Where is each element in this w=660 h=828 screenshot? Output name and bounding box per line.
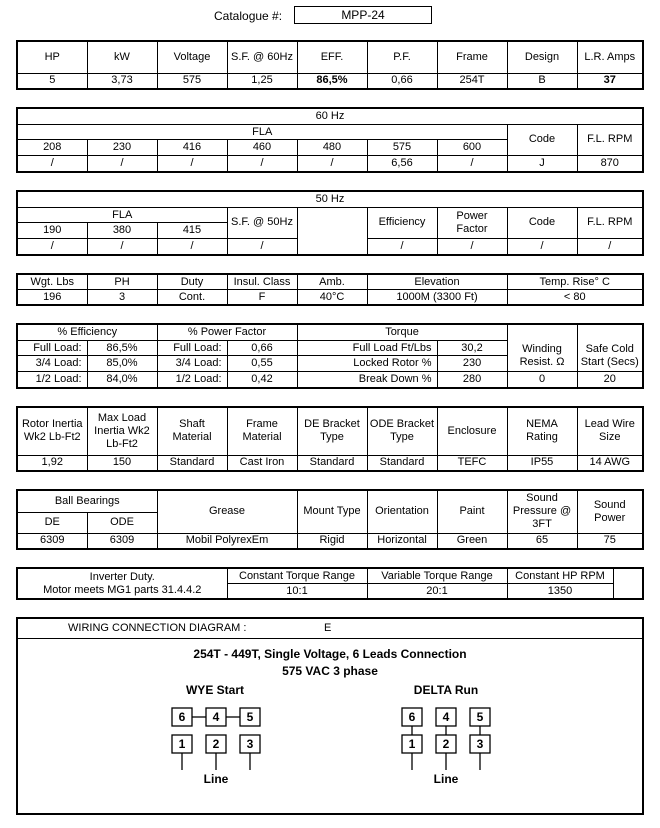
wye-lead-6: 6 bbox=[178, 710, 186, 724]
paint-value: Green bbox=[437, 533, 507, 549]
performance-table bbox=[16, 323, 644, 389]
hz50-blank bbox=[297, 207, 367, 255]
mechanical-table bbox=[16, 406, 644, 472]
kw-header: kW bbox=[87, 41, 157, 73]
nema-rating-header: NEMA Rating bbox=[507, 407, 577, 455]
winding-label: Winding Resist. Ω bbox=[507, 340, 577, 371]
max-load-inertia-header: Max Load Inertia Wk2 Lb-Ft2 bbox=[87, 407, 157, 455]
torque-title: Torque bbox=[297, 324, 507, 340]
safe-start-label: Safe Cold Start (Secs) bbox=[577, 340, 643, 371]
insul-value: F bbox=[227, 290, 297, 306]
hz60-rpm-label: F.L. RPM bbox=[577, 124, 643, 155]
hz60-code-label: Code bbox=[507, 124, 577, 155]
general-table bbox=[16, 273, 644, 306]
sound-pressure-header: Sound Pressure @ 3FT bbox=[507, 490, 577, 533]
max-load-inertia-value: 150 bbox=[87, 455, 157, 471]
delta-lead-2: 2 bbox=[442, 737, 450, 751]
hz50-code-value: / bbox=[507, 239, 577, 255]
mount-type-value: Rigid bbox=[297, 533, 367, 549]
hz50-sf-label: S.F. @ 50Hz bbox=[227, 207, 297, 238]
winding-top bbox=[507, 324, 577, 340]
pf-header: P.F. bbox=[367, 41, 437, 73]
hz50-table bbox=[16, 190, 644, 256]
torque-value: 280 bbox=[437, 372, 507, 388]
hz50-eff-label: Efficiency bbox=[367, 207, 437, 238]
duty-value: Cont. bbox=[157, 290, 227, 306]
shaft-material-value: Standard bbox=[157, 455, 227, 471]
hz60-volt: 575 bbox=[367, 140, 437, 156]
orientation-header: Orientation bbox=[367, 490, 437, 533]
hz60-title: 60 Hz bbox=[17, 108, 643, 124]
hz60-rpm-value: 870 bbox=[577, 156, 643, 172]
design-value: B bbox=[507, 73, 577, 89]
hz60-amp: / bbox=[437, 156, 507, 172]
enclosure-value: TEFC bbox=[437, 455, 507, 471]
hz60-volt: 600 bbox=[437, 140, 507, 156]
shaft-material-header: Shaft Material bbox=[157, 407, 227, 455]
chp-rpm-value: 1350 bbox=[507, 584, 613, 600]
wiring-diagram-panel bbox=[16, 617, 644, 815]
hz50-volt: 415 bbox=[157, 223, 227, 239]
hz60-volt: 416 bbox=[157, 140, 227, 156]
sound-power-value: 75 bbox=[577, 533, 643, 549]
insul-header: Insul. Class bbox=[227, 274, 297, 290]
sf60-header: S.F. @ 60Hz bbox=[227, 41, 297, 73]
hz60-table bbox=[16, 107, 644, 173]
eff-load-label: 1/2 Load: bbox=[17, 372, 87, 388]
frame-header: Frame bbox=[437, 41, 507, 73]
delta-lead-5: 5 bbox=[476, 710, 484, 724]
wiring-label: WIRING CONNECTION DIAGRAM : bbox=[68, 622, 247, 634]
de-value: 6309 bbox=[17, 533, 87, 549]
mount-type-header: Mount Type bbox=[297, 490, 367, 533]
hz50-volt: 190 bbox=[17, 223, 87, 239]
inverter-mg1-text: Motor meets MG1 parts 31.4.4.2 bbox=[43, 583, 202, 596]
winding-value: 0 bbox=[507, 372, 577, 388]
voltage-header: Voltage bbox=[157, 41, 227, 73]
torque-value: 230 bbox=[437, 356, 507, 372]
wiring-title-1: 254T - 449T, Single Voltage, 6 Leads Connection bbox=[193, 647, 467, 661]
de-bracket-header: DE Bracket Type bbox=[297, 407, 367, 455]
delta-lead-1: 1 bbox=[408, 737, 416, 751]
grease-value: Mobil PolyrexEm bbox=[157, 533, 297, 549]
wiring-title-2: 575 VAC 3 phase bbox=[282, 664, 378, 678]
eff-load-label: 3/4 Load: bbox=[17, 356, 87, 372]
hz60-amp: / bbox=[17, 156, 87, 172]
wiring-diagram bbox=[18, 639, 642, 814]
ode-bracket-value: Standard bbox=[367, 455, 437, 471]
frame-value: 254T bbox=[437, 73, 507, 89]
delta-line-label: Line bbox=[433, 772, 459, 786]
delta-title: DELTA Run bbox=[413, 683, 479, 697]
delta-lead-3: 3 bbox=[476, 737, 484, 751]
hz60-amp: / bbox=[227, 156, 297, 172]
eff-title: % Efficiency bbox=[17, 324, 157, 340]
hz60-volt: 480 bbox=[297, 140, 367, 156]
hz50-volt: 380 bbox=[87, 223, 157, 239]
rotor-inertia-value: 1,92 bbox=[17, 455, 87, 471]
pf-load-value: 0,55 bbox=[227, 356, 297, 372]
weight-header: Wgt. Lbs bbox=[17, 274, 87, 290]
hz50-amp: / bbox=[157, 239, 227, 255]
lr-amps-header: L.R. Amps bbox=[577, 41, 643, 73]
eff-value: 86,5% bbox=[297, 73, 367, 89]
hz60-volt: 460 bbox=[227, 140, 297, 156]
hz60-amp: / bbox=[297, 156, 367, 172]
hz50-rpm-label: F.L. RPM bbox=[577, 207, 643, 238]
voltage-value: 575 bbox=[157, 73, 227, 89]
frame-material-value: Cast Iron bbox=[227, 455, 297, 471]
ode-value: 6309 bbox=[87, 533, 157, 549]
torque-label: Full Load Ft/Lbs bbox=[297, 340, 437, 356]
bearings-table bbox=[16, 489, 644, 550]
eff-load-value: 84,0% bbox=[87, 372, 157, 388]
catalogue-row bbox=[0, 6, 660, 26]
vt-range-value: 20:1 bbox=[367, 584, 507, 600]
catalogue-label: Catalogue #: bbox=[214, 9, 283, 23]
hz50-code-label: Code bbox=[507, 207, 577, 238]
safe-top bbox=[577, 324, 643, 340]
inverter-note bbox=[17, 568, 227, 599]
grease-header: Grease bbox=[157, 490, 297, 533]
wye-lead-5: 5 bbox=[246, 710, 254, 724]
nameplate-table bbox=[16, 40, 644, 90]
wye-lead-1: 1 bbox=[178, 737, 186, 751]
inverter-table bbox=[16, 567, 644, 600]
ct-range-value: 10:1 bbox=[227, 584, 367, 600]
hz50-amp: / bbox=[87, 239, 157, 255]
wiring-code: E bbox=[324, 622, 332, 634]
temp-rise-header: Temp. Rise° C bbox=[507, 274, 643, 290]
sound-pressure-value: 65 bbox=[507, 533, 577, 549]
ode-label: ODE bbox=[87, 512, 157, 533]
pf-load-label: Full Load: bbox=[157, 340, 227, 356]
elevation-value: 1000M (3300 Ft) bbox=[367, 290, 507, 306]
wye-line-label: Line bbox=[203, 772, 229, 786]
wiring-header bbox=[18, 619, 642, 639]
pf-title: % Power Factor bbox=[157, 324, 297, 340]
wye-lead-3: 3 bbox=[246, 737, 254, 751]
torque-label: Locked Rotor % bbox=[297, 356, 437, 372]
vt-range-header: Variable Torque Range bbox=[367, 568, 507, 584]
hz50-pf-value: / bbox=[437, 239, 507, 255]
hz60-amp: / bbox=[87, 156, 157, 172]
hz50-pf-label: Power Factor bbox=[437, 207, 507, 238]
paint-header: Paint bbox=[437, 490, 507, 533]
sf60-value: 1,25 bbox=[227, 73, 297, 89]
weight-value: 196 bbox=[17, 290, 87, 306]
hz50-sf-value: / bbox=[227, 239, 297, 255]
temp-rise-value: < 80 bbox=[507, 290, 643, 306]
hz50-eff-value: / bbox=[367, 239, 437, 255]
eff-load-label: Full Load: bbox=[17, 340, 87, 356]
hz60-amp: / bbox=[157, 156, 227, 172]
phase-header: PH bbox=[87, 274, 157, 290]
hp-value: 5 bbox=[17, 73, 87, 89]
hz60-amp: 6,56 bbox=[367, 156, 437, 172]
eff-load-value: 85,0% bbox=[87, 356, 157, 372]
hz50-fla-label: FLA bbox=[17, 207, 227, 223]
frame-material-header: Frame Material bbox=[227, 407, 297, 455]
ambient-value: 40°C bbox=[297, 290, 367, 306]
lead-wire-value: 14 AWG bbox=[577, 455, 643, 471]
wye-lead-2: 2 bbox=[212, 737, 220, 751]
hz50-title: 50 Hz bbox=[17, 191, 643, 207]
wye-lead-4: 4 bbox=[212, 710, 220, 724]
lead-wire-header: Lead Wire Size bbox=[577, 407, 643, 455]
ode-bracket-header: ODE Bracket Type bbox=[367, 407, 437, 455]
catalogue-number: MPP-24 bbox=[294, 6, 432, 24]
hz50-rpm-value: / bbox=[577, 239, 643, 255]
hz60-volt: 208 bbox=[17, 140, 87, 156]
pf-load-value: 0,42 bbox=[227, 372, 297, 388]
torque-label: Break Down % bbox=[297, 372, 437, 388]
phase-value: 3 bbox=[87, 290, 157, 306]
eff-header: EFF. bbox=[297, 41, 367, 73]
lr-amps-value: 37 bbox=[577, 73, 643, 89]
ambient-header: Amb. bbox=[297, 274, 367, 290]
rotor-inertia-header: Rotor Inertia Wk2 Lb-Ft2 bbox=[17, 407, 87, 455]
hz60-code-value: J bbox=[507, 156, 577, 172]
inverter-duty-text: Inverter Duty. bbox=[89, 570, 155, 583]
pf-value: 0,66 bbox=[367, 73, 437, 89]
enclosure-header: Enclosure bbox=[437, 407, 507, 455]
wye-title: WYE Start bbox=[185, 683, 245, 697]
orientation-value: Horizontal bbox=[367, 533, 437, 549]
de-bracket-value: Standard bbox=[297, 455, 367, 471]
bearings-label: Ball Bearings bbox=[17, 490, 157, 512]
safe-start-value: 20 bbox=[577, 372, 643, 388]
delta-lead-6: 6 bbox=[408, 710, 416, 724]
torque-value: 30,2 bbox=[437, 340, 507, 356]
sound-power-header: Sound Power bbox=[577, 490, 643, 533]
nema-rating-value: IP55 bbox=[507, 455, 577, 471]
hz50-amp: / bbox=[17, 239, 87, 255]
elevation-header: Elevation bbox=[367, 274, 507, 290]
chp-rpm-header: Constant HP RPM bbox=[507, 568, 613, 584]
pf-load-value: 0,66 bbox=[227, 340, 297, 356]
eff-load-value: 86,5% bbox=[87, 340, 157, 356]
inverter-blank bbox=[613, 568, 643, 599]
duty-header: Duty bbox=[157, 274, 227, 290]
ct-range-header: Constant Torque Range bbox=[227, 568, 367, 584]
pf-load-label: 3/4 Load: bbox=[157, 356, 227, 372]
de-label: DE bbox=[17, 512, 87, 533]
pf-load-label: 1/2 Load: bbox=[157, 372, 227, 388]
hz60-fla-label: FLA bbox=[17, 124, 507, 140]
delta-lead-4: 4 bbox=[442, 710, 450, 724]
kw-value: 3,73 bbox=[87, 73, 157, 89]
design-header: Design bbox=[507, 41, 577, 73]
hp-header: HP bbox=[17, 41, 87, 73]
hz60-volt: 230 bbox=[87, 140, 157, 156]
